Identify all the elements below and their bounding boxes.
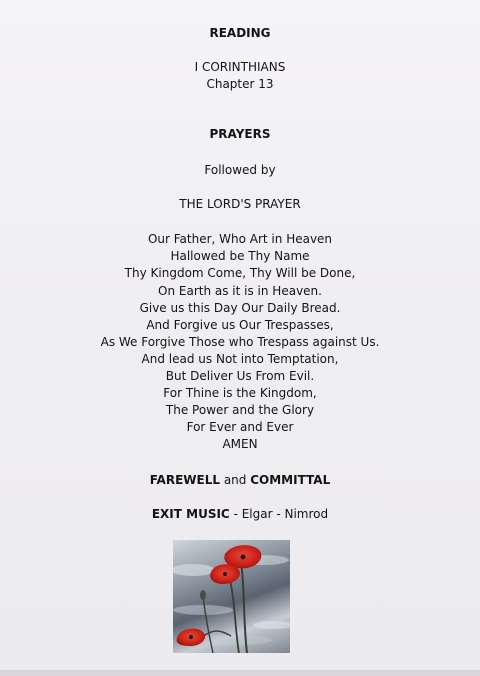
prayer-line: On Earth as it is in Heaven. bbox=[158, 284, 322, 298]
prayers-heading: PRAYERS bbox=[209, 127, 271, 141]
prayer-line: Give us this Day Our Daily Bread. bbox=[139, 301, 341, 315]
prayer-line: Our Father, Who Art in Heaven bbox=[147, 232, 333, 246]
prayer-line: But Deliver Us From Evil. bbox=[165, 369, 315, 383]
reading-chapter: Chapter 13 bbox=[206, 77, 274, 91]
prayer-amen: AMEN bbox=[222, 437, 258, 451]
prayer-line: And lead us Not into Temptation, bbox=[141, 352, 339, 366]
exit-music-detail: - Elgar - Nimrod bbox=[229, 507, 329, 521]
followed-by-text: Followed by bbox=[204, 163, 276, 177]
farewell-label: FAREWELL bbox=[149, 473, 221, 487]
poppy-bud bbox=[200, 590, 206, 600]
farewell-committal-line bbox=[0, 472, 480, 488]
prayer-line: Thy Kingdom Come, Thy Will be Done, bbox=[124, 266, 356, 280]
reading-book: I CORINTHIANS bbox=[194, 60, 286, 74]
farewell-connector: and bbox=[220, 473, 251, 487]
reading-heading: READING bbox=[209, 26, 271, 40]
exit-music-line bbox=[0, 506, 480, 522]
prayer-line: The Power and the Glory bbox=[165, 403, 315, 417]
poppy-stem bbox=[203, 595, 213, 653]
prayer-line: For Thine is the Kingdom, bbox=[163, 386, 317, 400]
prayer-line: For Ever and Ever bbox=[186, 420, 294, 434]
prayer-line: Hallowed be Thy Name bbox=[170, 249, 310, 263]
prayer-line: As We Forgive Those who Trespass against Us. bbox=[100, 335, 380, 349]
prayer-line: And Forgive us Our Trespasses, bbox=[146, 318, 334, 332]
page-bottom-edge bbox=[0, 670, 480, 676]
exit-music-label: EXIT MUSIC bbox=[151, 507, 230, 521]
committal-label: COMMITTAL bbox=[250, 473, 331, 487]
lords-prayer-title: THE LORD'S PRAYER bbox=[179, 197, 301, 211]
poppy-photo bbox=[173, 540, 290, 653]
